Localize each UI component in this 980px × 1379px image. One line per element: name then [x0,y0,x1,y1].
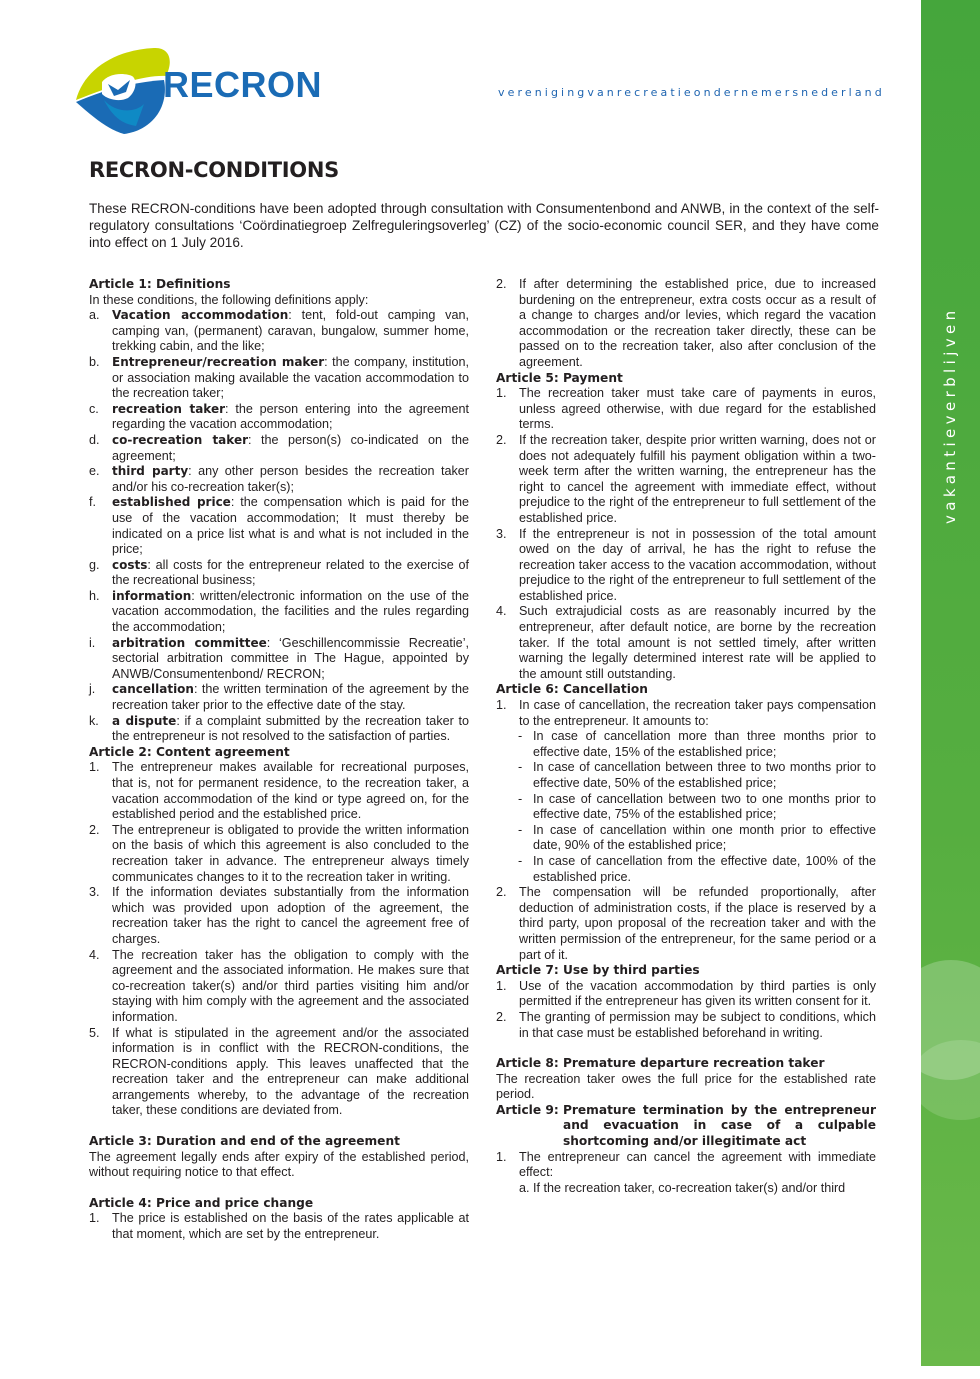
article-title: Article 3: Duration and end of the agreement [89,1134,400,1149]
item-text: If the recreation taker, despite prior written warning, does not or does not adequately fulfill his payment obligation within a two-week term after the written warning, the entrepreneur has the right to cancel the agreement with immediate effect, without prejudice to the right of the entrepreneur to full settlement of the established price. [519,432,876,525]
article-title: Article 8: Premature departure recreation taker [496,1056,825,1071]
definition-term: information [112,588,192,603]
item-label: 1. [89,760,100,775]
sub-item-text: In case of cancellation more than three months prior to effective date, 15% of the established price; [533,729,876,759]
definition-term: established price [112,495,231,510]
list-item [496,1010,876,1041]
list-item [496,698,876,729]
item-text [112,464,469,495]
right-column [496,277,876,1196]
definition-text: : all costs for the entrepreneur related to the exercise of the recreational business; [112,557,469,588]
article-title: Article 1: Definitions [89,277,231,291]
definition-item [89,558,469,589]
item-label: k. [89,713,99,728]
list-item [89,885,469,947]
item-label [496,1181,519,1197]
item-label: 2. [496,277,507,291]
item-label: i. [89,635,96,650]
article-title: Article 6: Cancellation [496,682,648,697]
sub-item [518,854,876,885]
item-label: e. [89,464,100,479]
article-title-prefix: Article 9: [496,1102,563,1117]
list-item [496,1150,876,1181]
green-sidebar-band [921,0,980,1366]
list-item [496,527,876,605]
dash-marker: - [518,729,523,744]
sub-item-text: In case of cancellation between two to one months prior to effective date, 75% of the established price; [533,791,876,822]
definition-item [89,308,469,355]
sub-item [518,823,876,854]
item-text: In case of cancellation, the recreation taker pays compensation to the entrepreneur. It amounts to: [519,698,876,728]
dash-marker: - [518,822,523,837]
item-text [112,355,469,402]
item-text [112,495,469,557]
list-item [89,760,469,822]
definition-item [89,433,469,464]
definition-term: recreation taker [112,401,226,416]
sub-item [518,729,876,760]
article-intro: In these conditions, the following definitions apply: [89,292,369,307]
article-title: Article 7: Use by third parties [496,963,700,978]
page-title: RECRON-CONDITIONS [89,158,339,182]
definition-text: : tent, fold-out camping van, camping van, (permanent) caravan, bungalow, summer home, trekking cabin, and the like; [112,308,469,354]
definition-text: : the compensation which is paid for the use of the vacation accommodation; It must thereby be indicated on a price list what is and what is not included in the price; [112,495,469,557]
list-item [89,948,469,1026]
definition-text: : the company, institution, or association making available the vacation accommodation to the recreation taker; [112,354,469,401]
definition-item [89,355,469,402]
item-text [112,682,469,713]
dash-marker: - [518,760,523,775]
item-text [112,636,469,683]
article-title [496,1103,876,1150]
dash-marker: - [518,853,523,868]
definition-item [89,464,469,495]
definition-term: Entrepreneur/recreation maker [112,354,325,369]
definition-term: a dispute [112,713,177,728]
sub-item [518,760,876,791]
item-text: If after determining the established price, due to increased burdening on the entrepreneur, extra costs occur as a result of a change to charges and/or levies, which regard the vacation accommodation or the recreation taker directly, these can be passed on to the recreation taker, also after conclusion of the agreement. [519,277,876,369]
item-text: The price is established on the basis of the rates applicable at that moment, which are set by the entrepreneur. [112,1211,469,1242]
definition-term: Vacation accommodation [112,308,289,323]
definition-item [89,495,469,557]
item-label: 4. [89,947,100,962]
item-text [112,433,469,464]
item-label: 2. [89,822,100,837]
list-item [89,823,469,885]
item-text [112,714,469,745]
definition-text: : if a complaint submitted by the recreation taker to the entrepreneur is not resolved to the satisfaction of parties. [112,713,469,744]
item-label: a. [89,308,100,323]
item-label: 1. [496,386,507,401]
list-item [496,277,876,371]
list-item [496,433,876,527]
definition-item [89,589,469,636]
definition-term: co-recreation taker [112,432,248,447]
definition-item [89,682,469,713]
intro-paragraph: These RECRON-conditions have been adopted through consultation with Consumentenbond and ANWB, in the context of the self-regulatory consultations ‘Coördinatiegroep Zelfreguleringsoverleg’ (CZ) of the socio-economic council SER, and they have come into effect on 1 July 2016. [89,201,879,250]
item-text: a. If the recreation taker, co-recreation taker(s) and/or third [519,1180,846,1195]
item-text [112,402,469,433]
article-text: The recreation taker owes the full price for the established rate period. [496,1071,876,1102]
article-title: Article 2: Content agreement [89,744,290,759]
item-label: 3. [89,885,100,900]
left-column [89,277,469,1243]
sub-item-text: In case of cancellation between three to two months prior to effective date, 50% of the established price; [533,760,876,790]
definition-item [89,636,469,683]
item-label: j. [89,682,96,697]
sub-item [518,792,876,823]
definition-term: arbitration committee [112,635,267,650]
item-text: The entrepreneur makes available for recreational purposes, that is, not for permanent residence, to the recreation taker, a vacation accommodation of the kind or type agreed on, for the established period and the established price. [112,760,469,822]
item-text: If the information deviates substantially from the information which was provided upon adoption of the agreement, the recreation taker has the right to cancel the agreement free of charges. [112,885,469,946]
item-text: The granting of permission may be subject to conditions, which in that case must be established beforehand in writing. [519,1009,876,1040]
item-text: The recreation taker must take care of payments in euros, unless agreed otherwise, with due regard for the established terms. [519,386,876,432]
item-text: The entrepreneur can cancel the agreement with immediate effect: [519,1149,876,1180]
item-label: 1. [89,1211,100,1226]
item-text: Use of the vacation accommodation by third parties is only permitted if the entrepreneur has given its written consent for it. [519,978,876,1009]
item-label: 5. [89,1025,100,1040]
list-item [496,386,876,433]
tagline: verenigingvanrecreatieondernemersnederland [498,86,885,99]
item-text [112,308,469,355]
item-label: 1. [496,978,507,993]
definition-text: : written/electronic information on the use of the vacation accommodation, the facilities and the rules regarding the accommodation; [112,588,469,635]
article-title: Article 4: Price and price change [89,1195,314,1210]
definition-text: : the person entering into the agreement regarding the vacation accommodation; [112,401,469,432]
item-label: b. [89,354,100,369]
item-label: 2. [496,1009,507,1024]
definition-text: : ‘Geschillencommissie Recreatie’, sectorial arbitration committee in The Hague, appointed by ANWB/Consumentenbond/ RECRON; [112,635,469,681]
item-text [112,589,469,636]
definition-item [89,402,469,433]
item-label: g. [89,557,100,572]
item-label: 2. [496,885,507,900]
definition-term: third party [112,464,189,479]
item-text: If what is stipulated in the agreement and/or the associated information is in conflict with the RECRON-conditions, the RECRON-conditions apply. This leaves unaffected that the recreation taker and the entrepreneur can make additional arrangements whereby, to the advantage of the recreation taker, these conditions are deviated from. [112,1025,469,1118]
item-text: If the entrepreneur is not in possession of the total amount owed on the day of arrival, he has the right to refuse the recreation taker access to the vacation accommodation, without prejudice to the right of the entrepreneur to full settlement of the established price. [519,526,876,603]
definition-item [89,714,469,745]
item-text [112,558,469,589]
item-label: c. [89,401,99,416]
definition-text: : the written termination of the agreement by the recreation taker prior to the effective date of the stay. [112,682,469,713]
sidebar-wave-decoration [921,1040,980,1120]
brand-name: RECRON [163,64,323,105]
article-text: The agreement legally ends after expiry of the established period, without requiring notice to that effect. [89,1149,469,1180]
sub-item-text: In case of cancellation from the effective date, 100% of the established price. [533,853,876,884]
item-label: 4. [496,604,507,619]
list-item [496,604,876,682]
list-item [89,1026,469,1120]
list-item [496,885,876,963]
item-text: The recreation taker has the obligation to comply with the agreement and the associated information. He makes sure that co-recreation taker(s) and/or third parties visiting him and/or staying with him comply with the agreement and the associated information. [112,947,469,1024]
item-text: Such extrajudicial costs as are reasonably incurred by the entrepreneur, after default notice, are borne by the recreation taker. If the total amount is not settled timely, after written warning the legally determined interest rate will be applied to the amount still outstanding. [519,604,876,681]
item-label: 1. [496,698,507,713]
item-label: h. [89,588,100,603]
list-item [496,979,876,1010]
item-text: The compensation will be refunded proportionally, after deduction of administration costs, if the place is reserved by a third party, upon proposal of the recreation taker and with the written permission of the entrepreneur, for the same period or a part of it. [519,885,876,962]
item-label: 2. [496,432,507,447]
definition-term: costs [112,557,148,572]
list-item [496,1181,876,1197]
item-label: d. [89,432,100,447]
definition-text: : the person(s) co-indicated on the agreement; [112,432,469,463]
sub-item-text: In case of cancellation within one month prior to effective date, 90% of the established price; [533,822,876,853]
article-title-rest: Premature termination by the entrepreneur and evacuation in case of a culpable shortcoming and/or illegitimate act [562,1102,876,1149]
item-label: 3. [496,526,507,541]
item-label: f. [89,495,96,510]
item-text: The entrepreneur is obligated to provide the written information on the basis of which this agreement is also concluded to the recreation taker in advance. The entrepreneur always timely communicates changes to it to the recreation taker in writing. [112,822,469,884]
list-item [89,1211,469,1242]
definition-text: : any other person besides the recreation taker and/or his co-recreation taker(s); [112,464,469,494]
sidebar-text: vakantieverblijven [941,306,959,524]
definition-term: cancellation [112,682,194,697]
article-title: Article 5: Payment [496,370,623,385]
item-label: 1. [496,1149,507,1164]
dash-marker: - [518,791,523,806]
